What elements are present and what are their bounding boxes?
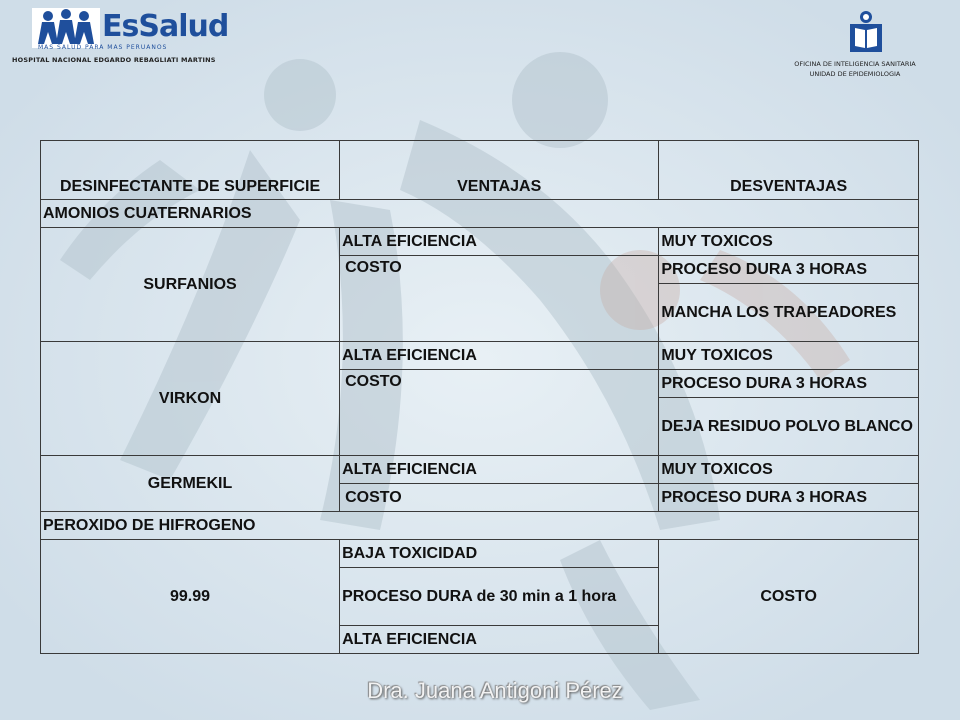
disadvantage-cell: COSTO <box>659 540 919 654</box>
advantage-cell: COSTO <box>340 370 659 456</box>
table-header-row <box>41 141 919 200</box>
product-name: 99.99 <box>41 540 340 654</box>
advantage-cell: BAJA TOXICIDAD <box>340 540 659 568</box>
disadvantage-cell: MUY TOXICOS <box>659 228 919 256</box>
book-seal-icon <box>846 10 886 54</box>
disadvantage-cell: MANCHA LOS TRAPEADORES <box>659 284 919 342</box>
disadvantage-cell: MUY TOXICOS <box>659 456 919 484</box>
table-row <box>41 540 919 568</box>
disinfectant-comparison-table <box>40 140 919 654</box>
disadvantage-cell: MUY TOXICOS <box>659 342 919 370</box>
office-line-2: UNIDAD DE EPIDEMIOLOGIA <box>809 70 901 78</box>
disadvantage-cell: PROCESO DURA 3 HORAS <box>659 256 919 284</box>
advantage-cell: ALTA EFICIENCIA <box>340 456 659 484</box>
advantage-cell: PROCESO DURA de 30 min a 1 hora <box>340 568 659 626</box>
brand-name: EsSalud <box>102 9 229 44</box>
brand-tagline: MAS SALUD PARA MAS PERUANOS <box>38 44 168 51</box>
hospital-name: HOSPITAL NACIONAL EDGARDO REBAGLIATI MARTINS <box>12 56 216 64</box>
header-disinfectant: DESINFECTANTE DE SUPERFICIE <box>41 141 340 200</box>
disadvantage-cell: PROCESO DURA 3 HORAS <box>659 484 919 512</box>
section-title: AMONIOS CUATERNARIOS <box>41 200 919 228</box>
section-row <box>41 512 919 540</box>
disadvantage-cell: DEJA RESIDUO POLVO BLANCO <box>659 398 919 456</box>
header-disadvantages: DESVENTAJAS <box>659 141 919 200</box>
essalud-logo <box>10 4 260 68</box>
product-name: GERMEKIL <box>41 456 340 512</box>
office-line-1: OFICINA DE INTELIGENCIA SANITARIA <box>794 60 916 68</box>
advantage-cell: COSTO <box>340 256 659 342</box>
header-advantages: VENTAJAS <box>340 141 659 200</box>
family-icon <box>32 8 100 48</box>
advantage-cell: ALTA EFICIENCIA <box>340 626 659 654</box>
advantage-cell: COSTO <box>340 484 659 512</box>
table-row <box>41 456 919 484</box>
product-name: VIRKON <box>41 342 340 456</box>
section-title: PEROXIDO DE HIFROGENO <box>41 512 919 540</box>
advantage-cell: ALTA EFICIENCIA <box>340 342 659 370</box>
section-row <box>41 200 919 228</box>
table-row <box>41 342 919 370</box>
advantage-cell: ALTA EFICIENCIA <box>340 228 659 256</box>
epidemiology-logo <box>760 8 950 82</box>
disadvantage-cell: PROCESO DURA 3 HORAS <box>659 370 919 398</box>
product-name: SURFANIOS <box>41 228 340 342</box>
author-credit: Dra. Juana Antigoni Pérez <box>367 678 623 703</box>
table-row <box>41 228 919 256</box>
